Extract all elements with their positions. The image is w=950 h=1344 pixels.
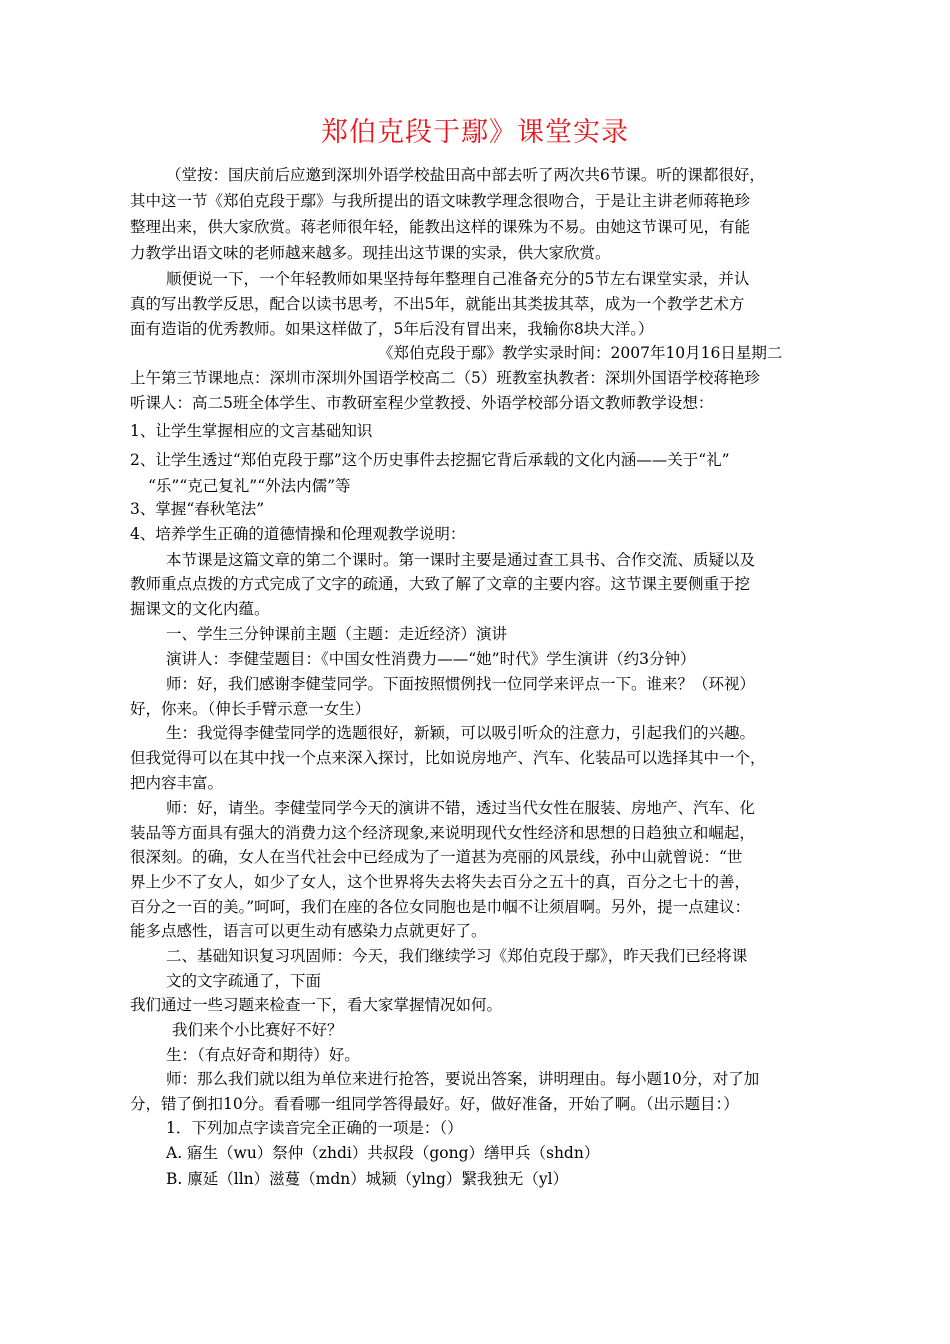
text-line: 真的写出教学反思，配合以读书思考，不出5年，就能出其类拔其萃，成为一个教学艺术方 [130, 295, 745, 313]
text-line: 好，你来。（伸长手臂示意一女生） [130, 700, 371, 718]
text-line: 师：那么我们就以组为单位来进行抢答，要说出答案，讲明理由。每小题10分，对了加 [166, 1070, 760, 1088]
text-line: 把内容丰富。 [130, 774, 224, 792]
text-line: 生：（有点好奇和期待）好。 [166, 1046, 360, 1064]
text-line: 顺便说一下，一个年轻教师如果坚持每年整理自己准备充分的5节左右课堂实录，并认 [166, 270, 750, 288]
text-line: 师：好，请坐。李健莹同学今天的演讲不错，透过当代女性在服装、房地产、汽车、化 [166, 799, 756, 817]
text-line: 但我觉得可以在其中找一个点来深入探讨，比如说房地产、汽车、化装品可以选择其中一个， [130, 749, 766, 767]
text-line: 演讲人：李健莹题目：《中国女性消费力——“她”时代》学生演讲（约3分钟） [166, 650, 696, 668]
text-line: 分，错了倒扣10分。看看哪一组同学答得最好。好，做好准备，开始了啊。（出示题目：） [130, 1095, 739, 1113]
section-heading: 一、学生三分钟课前主题（主题：走近经济）演讲 [166, 625, 508, 643]
text-line: 我们通过一些习题来检查一下，看大家掌握情况如何。 [130, 996, 503, 1014]
question: 1．下列加点字读音完全正确的一项是：（） [166, 1119, 463, 1137]
text-line: 生：我觉得李健莹同学的选题很好，新颖，可以吸引听众的注意力，引起我们的兴趣。 [166, 724, 756, 742]
text-line: “乐”“克己复礼”“外法内儒”等 [148, 477, 351, 495]
answer-option-a: A. 寤生（wu）祭仲（zhdi）共叔段（gong）缮甲兵（shdn） [166, 1144, 600, 1162]
list-item: 1、让学生掌握相应的文言基础知识 [130, 422, 373, 440]
text-line: 能多点感性，语言可以更生动有感染力点就更好了。 [130, 922, 487, 940]
text-line: 很深刻。的确，女人在当代社会中已经成为了一道甚为亮丽的风景线，孙中山就曾说：“世 [130, 848, 743, 866]
text-line: 我们来个小比赛好不好？ [172, 1021, 343, 1039]
text-line: 听课人：高二5班全体学生、市教研室程少堂教授、外语学校部分语文教师教学设想： [130, 394, 714, 412]
section-heading: 二、基础知识复习巩固师：今天，我们继续学习《郑伯克段于鄢》，昨天我们已经将课 [166, 947, 748, 965]
text-line: 《郑伯克段于鄢》教学实录时间：2007年10月16日星期二 [378, 344, 783, 362]
list-item: 3、掌握“春秋笔法” [130, 500, 265, 518]
text-line: 教师重点点拨的方式完成了文字的疏通，大致了解了文章的主要内容。这节课主要侧重于挖 [130, 575, 751, 593]
text-line: 面有造诣的优秀教师。如果这样做了，5年后没有冒出来，我输你8块大洋。） [130, 320, 654, 338]
answer-option-b: B. 廪延（lln）滋蔓（mdn）城颍（ylng）繄我独无（yl） [166, 1170, 569, 1188]
page-title: 郑伯克段于鄢》课堂实录 [321, 117, 629, 148]
text-line: 掘课文的文化内蕴。 [130, 600, 270, 618]
list-item: 4、培养学生正确的道德情操和伦理观教学说明： [130, 525, 466, 543]
text-line: 本节课是这篇文章的第二个课时。第一课时主要是通过查工具书、合作交流、质疑以及 [166, 551, 756, 569]
text-line: 界上少不了女人，如少了女人，这个世界将失去将失去百分之五十的真，百分之七十的善， [130, 873, 751, 891]
text-line: 力教学出语文味的老师越来越多。现挂出这节课的实录，供大家欣赏。 [130, 244, 611, 262]
text-line: 文的文字疏通了，下面 [166, 972, 322, 990]
text-line: 整理出来，供大家欣赏。蒋老师很年轻，能教出这样的课殊为不易。由她这节课可见，有能 [130, 218, 751, 236]
list-item: 2、让学生透过“郑伯克段于鄢”这个历史事件去挖掘它背后承载的文化内涵——关于“礼” [130, 451, 730, 469]
text-line: （堂按：国庆前后应邀到深圳外语学校盐田高中部去听了两次共6节课。听的课都很好， [166, 166, 765, 184]
text-line: 装品等方面具有强大的消费力这个经济现象,来说明现代女性经济和思想的日趋独立和崛起， [130, 824, 755, 842]
text-line: 上午第三节课地点：深圳市深圳外国语学校高二（5）班教室执教者：深圳外国语学校蒋艳珍 [130, 369, 760, 387]
text-line: 师：好，我们感谢李健莹同学。下面按照惯例找一位同学来评点一下。谁来？（环视） [166, 675, 756, 693]
text-line: 其中这一节《郑伯克段于鄢》与我所提出的语文味教学理念很吻合，于是让主讲老师蒋艳珍 [130, 192, 751, 210]
text-line: 百分之一百的美。”呵呵，我们在座的各位女同胞也是巾帼不让须眉啊。另外，提一点建议： [130, 898, 751, 916]
